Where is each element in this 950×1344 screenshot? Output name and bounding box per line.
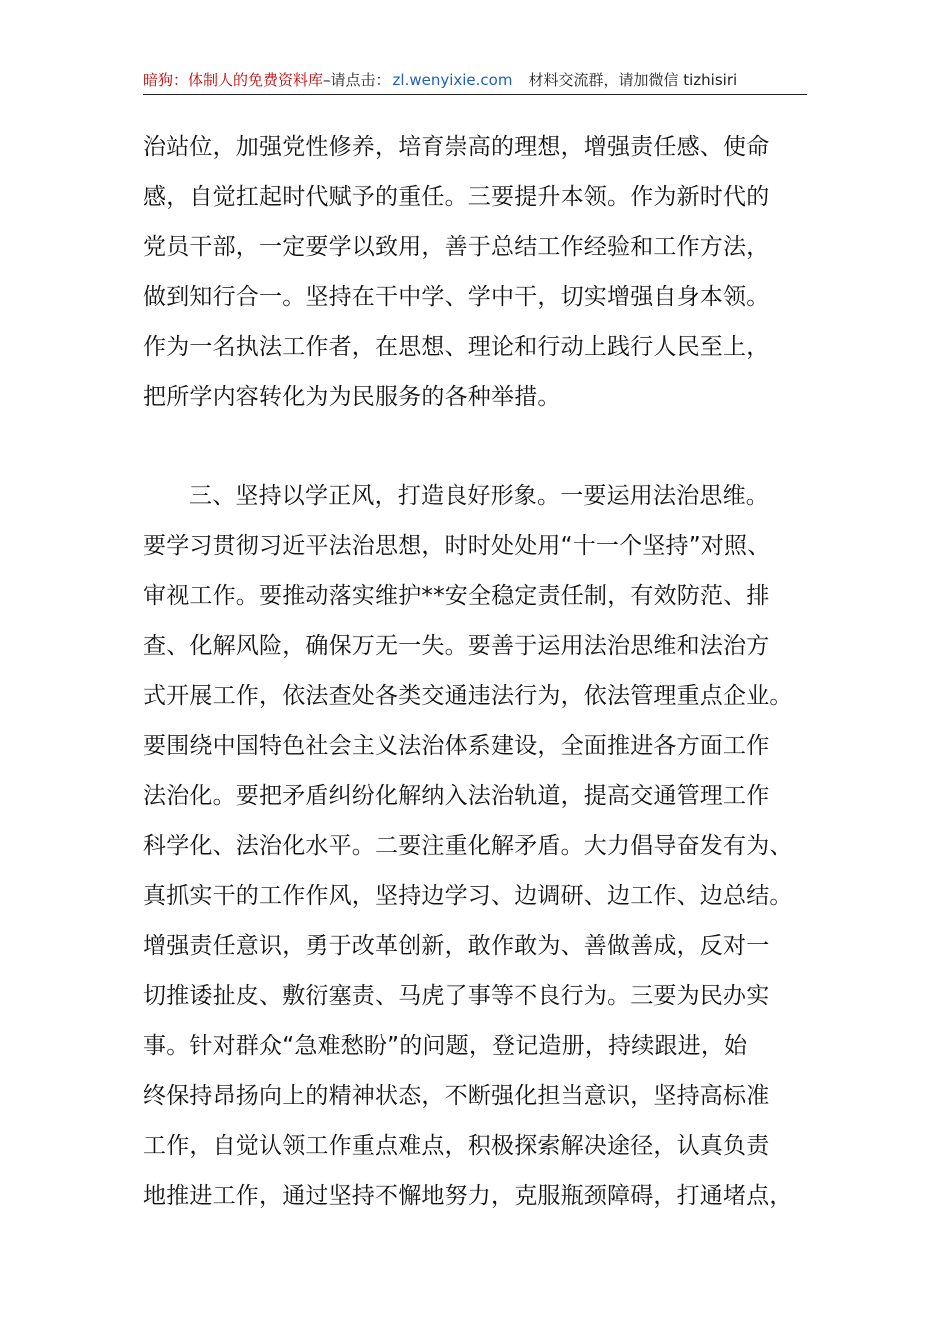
- text-line: 要学习贯彻习近平法治思想，时时处处用“十一个坚持”对照、: [143, 533, 771, 559]
- text-line: 三、坚持以学正风，打造良好形象。一要运用法治思维。: [189, 483, 769, 509]
- text-line: 终保持昂扬向上的精神状态，不断强化担当意识，坚持高标准: [143, 1083, 770, 1109]
- text-line: 法治化。要把矛盾纠纷化解纳入法治轨道，提高交通管理工作: [143, 783, 770, 809]
- text-line: 审视工作。要推动落实维护**安全稳定责任制，有效防范、排: [143, 583, 770, 609]
- paragraph: [143, 471, 833, 1221]
- page-header: [143, 66, 807, 95]
- header-site-link[interactable]: zl.wenyixie.com: [392, 71, 513, 89]
- text-line: 真抓实干的工作作风，坚持边学习、边调研、边工作、边总结。: [143, 883, 793, 909]
- text-line: 把所学内容转化为为民服务的各种举措。: [143, 384, 561, 410]
- text-line: 做到知行合一。坚持在干中学、学中干，切实增强自身本领。: [143, 284, 770, 310]
- text-line: 式开展工作，依法查处各类交通违法行为，依法管理重点企业。: [143, 683, 793, 709]
- text-line: 科学化、法治化水平。二要注重化解矛盾。大力倡导奋发有为、: [143, 833, 793, 859]
- header-click-prompt: –请点击：: [323, 71, 391, 89]
- document-body: [143, 122, 833, 1221]
- text-line: 感，自觉扛起时代赋予的重任。三要提升本领。作为新时代的: [143, 184, 770, 210]
- header-group-text: 材料交流群，请加微信 tizhisiri: [528, 71, 738, 89]
- text-line: 地推进工作，通过坚持不懈地努力，克服瓶颈障碍，打通堵点，: [143, 1183, 793, 1209]
- text-line: 要围绕中国特色社会主义法治体系建设，全面推进各方面工作: [143, 733, 770, 759]
- text-line: 切推诿扯皮、敷衍塞责、马虎了事等不良行为。三要为民办实: [143, 983, 770, 1009]
- text-line: 治站位，加强党性修养，培育崇高的理想，增强责任感、使命: [143, 134, 770, 160]
- paragraph-gap: [143, 422, 833, 471]
- text-line: 事。针对群众“急难愁盼”的问题，登记造册，持续跟进，始: [143, 1033, 748, 1059]
- paragraph: [143, 122, 833, 422]
- text-line: 作为一名执法工作者，在思想、理论和行动上践行人民至上，: [143, 334, 770, 360]
- text-line: 增强责任意识，勇于改革创新，敢作敢为、善做善成，反对一: [143, 933, 770, 959]
- text-line: 工作，自觉认领工作重点难点，积极探索解决途径，认真负责: [143, 1133, 770, 1159]
- header-brand: 暗狗：体制人的免费资料库: [143, 71, 324, 89]
- text-line: 查、化解风险，确保万无一失。要善于运用法治思维和法治方: [143, 633, 770, 659]
- text-line: 党员干部，一定要学以致用，善于总结工作经验和工作方法，: [143, 234, 770, 260]
